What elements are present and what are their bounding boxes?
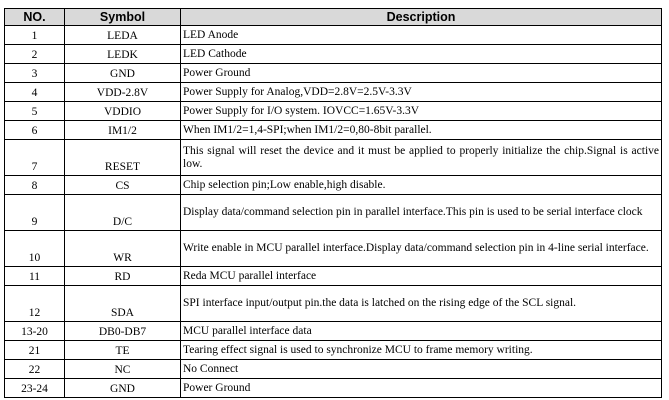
pin-number: 9 xyxy=(5,195,65,231)
table-row xyxy=(5,195,662,231)
pin-symbol: GND xyxy=(65,379,181,398)
table-row xyxy=(5,360,662,379)
pin-number: 4 xyxy=(5,83,65,102)
pin-number: 3 xyxy=(5,64,65,83)
table-row xyxy=(5,83,662,102)
pin-symbol: GND xyxy=(65,64,181,83)
pin-description: Power Ground xyxy=(181,64,662,83)
table-row xyxy=(5,379,662,398)
pin-number: 11 xyxy=(5,267,65,286)
pin-symbol: RESET xyxy=(65,140,181,176)
pin-symbol: TE xyxy=(65,341,181,360)
pin-number: 21 xyxy=(5,341,65,360)
pin-description: SPI interface input/output pin.the data is latched on the rising edge of the SCL signal. xyxy=(181,286,662,322)
pin-description: Power Supply for I/O system. IOVCC=1.65V-3.3V xyxy=(181,102,662,121)
table-row xyxy=(5,231,662,267)
pin-description: Tearing effect signal is used to synchronize MCU to frame memory writing. xyxy=(181,341,662,360)
pin-number: 12 xyxy=(5,286,65,322)
header-no: NO. xyxy=(5,9,65,26)
table-row xyxy=(5,140,662,176)
pin-number: 23-24 xyxy=(5,379,65,398)
pin-description: Write enable in MCU parallel interface.Display data/command selection pin in 4-line serial interface. xyxy=(181,231,662,267)
pin-number: 1 xyxy=(5,26,65,45)
pin-description-table xyxy=(4,8,662,398)
pin-symbol: VDDIO xyxy=(65,102,181,121)
table-row xyxy=(5,286,662,322)
pin-description: Power Ground xyxy=(181,379,662,398)
pin-description: Display data/command selection pin in parallel interface.This pin is used to be serial interface clock xyxy=(181,195,662,231)
pin-number: 8 xyxy=(5,176,65,195)
pin-symbol: NC xyxy=(65,360,181,379)
pin-description: MCU parallel interface data xyxy=(181,322,662,341)
table-row xyxy=(5,102,662,121)
pin-number: 7 xyxy=(5,140,65,176)
pin-number: 22 xyxy=(5,360,65,379)
pin-symbol: LEDA xyxy=(65,26,181,45)
pin-description: When IM1/2=1,4-SPI;when IM1/2=0,80-8bit parallel. xyxy=(181,121,662,140)
pin-number: 13-20 xyxy=(5,322,65,341)
pin-number: 10 xyxy=(5,231,65,267)
table-row xyxy=(5,322,662,341)
pin-symbol: SDA xyxy=(65,286,181,322)
header-row xyxy=(5,9,662,26)
pin-number: 2 xyxy=(5,45,65,64)
pin-number: 5 xyxy=(5,102,65,121)
pin-description: Power Supply for Analog,VDD=2.8V=2.5V-3.3V xyxy=(181,83,662,102)
pin-symbol: CS xyxy=(65,176,181,195)
pin-symbol: VDD-2.8V xyxy=(65,83,181,102)
pin-number: 6 xyxy=(5,121,65,140)
pin-description: No Connect xyxy=(181,360,662,379)
header-description: Description xyxy=(181,9,662,26)
pin-description: LED Cathode xyxy=(181,45,662,64)
pin-symbol: D/C xyxy=(65,195,181,231)
pin-description: LED Anode xyxy=(181,26,662,45)
table-row xyxy=(5,121,662,140)
header-symbol: Symbol xyxy=(65,9,181,26)
pin-description: Chip selection pin;Low enable,high disable. xyxy=(181,176,662,195)
pin-symbol: RD xyxy=(65,267,181,286)
table-row xyxy=(5,45,662,64)
pin-description: Reda MCU parallel interface xyxy=(181,267,662,286)
pin-symbol: IM1/2 xyxy=(65,121,181,140)
pin-symbol: WR xyxy=(65,231,181,267)
pin-description: This signal will reset the device and it must be applied to properly initialize the chip.Signal is active low. xyxy=(181,140,662,176)
table-row xyxy=(5,267,662,286)
table-row xyxy=(5,176,662,195)
table-row xyxy=(5,341,662,360)
table-row xyxy=(5,64,662,83)
pin-symbol: DB0-DB7 xyxy=(65,322,181,341)
table-row xyxy=(5,26,662,45)
pin-symbol: LEDK xyxy=(65,45,181,64)
